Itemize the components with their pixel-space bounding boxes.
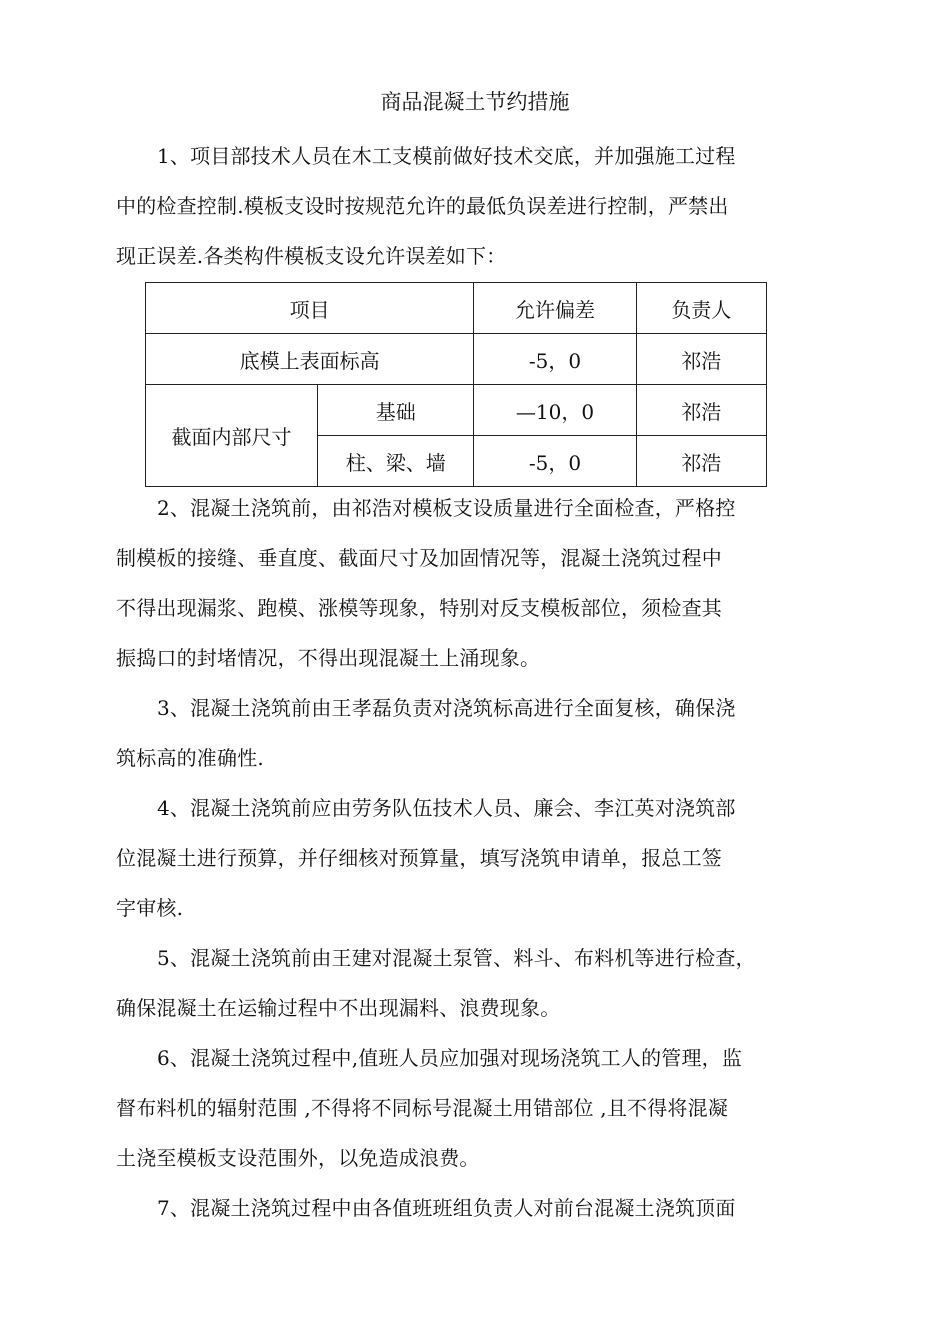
paragraph-line: 位混凝土进行预算，并仔细核对预算量，填写浇筑申请单，报总工签 bbox=[116, 846, 722, 870]
table-row bbox=[146, 385, 767, 436]
cell-item: 柱、梁、墙 bbox=[318, 436, 474, 487]
paragraph-line: 制模板的接缝、垂直度、截面尺寸及加固情况等，混凝土浇筑过程中 bbox=[116, 546, 722, 570]
cell-person: 祁浩 bbox=[636, 385, 766, 436]
header-tolerance: 允许偏差 bbox=[474, 283, 636, 334]
table-header-row bbox=[146, 283, 767, 334]
tolerance-table bbox=[145, 282, 767, 487]
paragraph-line: 3、混凝土浇筑前由王孝磊负责对浇筑标高进行全面复核，确保浇 bbox=[157, 696, 736, 720]
header-person: 负责人 bbox=[636, 283, 766, 334]
paragraph-line: 振捣口的封堵情况，不得出现混凝土上涌现象。 bbox=[116, 646, 541, 670]
paragraph-line: 4、混凝土浇筑前应由劳务队伍技术人员、廉会、李江英对浇筑部 bbox=[157, 796, 736, 820]
paragraph-line: 2、混凝土浇筑前，由祁浩对模板支设质量进行全面检查，严格控 bbox=[157, 496, 736, 520]
paragraph-line: 土浇至模板支设范围外，以免造成浪费。 bbox=[116, 1146, 480, 1170]
paragraph-line: 7、混凝土浇筑过程中由各值班班组负责人对前台混凝土浇筑顶面 bbox=[157, 1196, 736, 1220]
cell-tolerance: -5，0 bbox=[474, 334, 636, 385]
paragraph-line: 6、混凝土浇筑过程中,值班人员应加强对现场浇筑工人的管理，监 bbox=[157, 1046, 743, 1070]
cell-person: 祁浩 bbox=[636, 334, 766, 385]
cell-item: 底模上表面标高 bbox=[146, 334, 474, 385]
cell-item: 基础 bbox=[318, 385, 474, 436]
paragraph-line: 1、项目部技术人员在木工支模前做好技术交底，并加强施工过程 bbox=[157, 144, 736, 168]
paragraph-line: 督布料机的辐射范围 ,不得将不同标号混凝土用错部位 ,且不得将混凝 bbox=[116, 1096, 729, 1120]
paragraph-line: 中的检查控制.模板支设时按规范允许的最低负误差进行控制，严禁出 bbox=[116, 194, 729, 218]
cell-tolerance: —10，0 bbox=[474, 385, 636, 436]
paragraph-line: 不得出现漏浆、跑模、涨模等现象，特别对反支模板部位，须检查其 bbox=[116, 596, 722, 620]
cell-tolerance: -5，0 bbox=[474, 436, 636, 487]
paragraph-line: 现正误差.各类构件模板支设允许误差如下： bbox=[116, 244, 507, 268]
page-title: 商品混凝土节约措施 bbox=[380, 90, 570, 114]
paragraph-line: 筑标高的准确性. bbox=[116, 746, 264, 770]
cell-group: 截面内部尺寸 bbox=[146, 385, 318, 487]
table-row bbox=[146, 334, 767, 385]
header-item: 项目 bbox=[146, 283, 474, 334]
paragraph-line: 5、混凝土浇筑前由王建对混凝土泵管、料斗、布料机等进行检查， bbox=[157, 946, 756, 970]
paragraph-line: 确保混凝土在运输过程中不出现漏料、浪费现象。 bbox=[116, 996, 561, 1020]
cell-person: 祁浩 bbox=[636, 436, 766, 487]
paragraph-line: 字审核. bbox=[116, 896, 184, 920]
